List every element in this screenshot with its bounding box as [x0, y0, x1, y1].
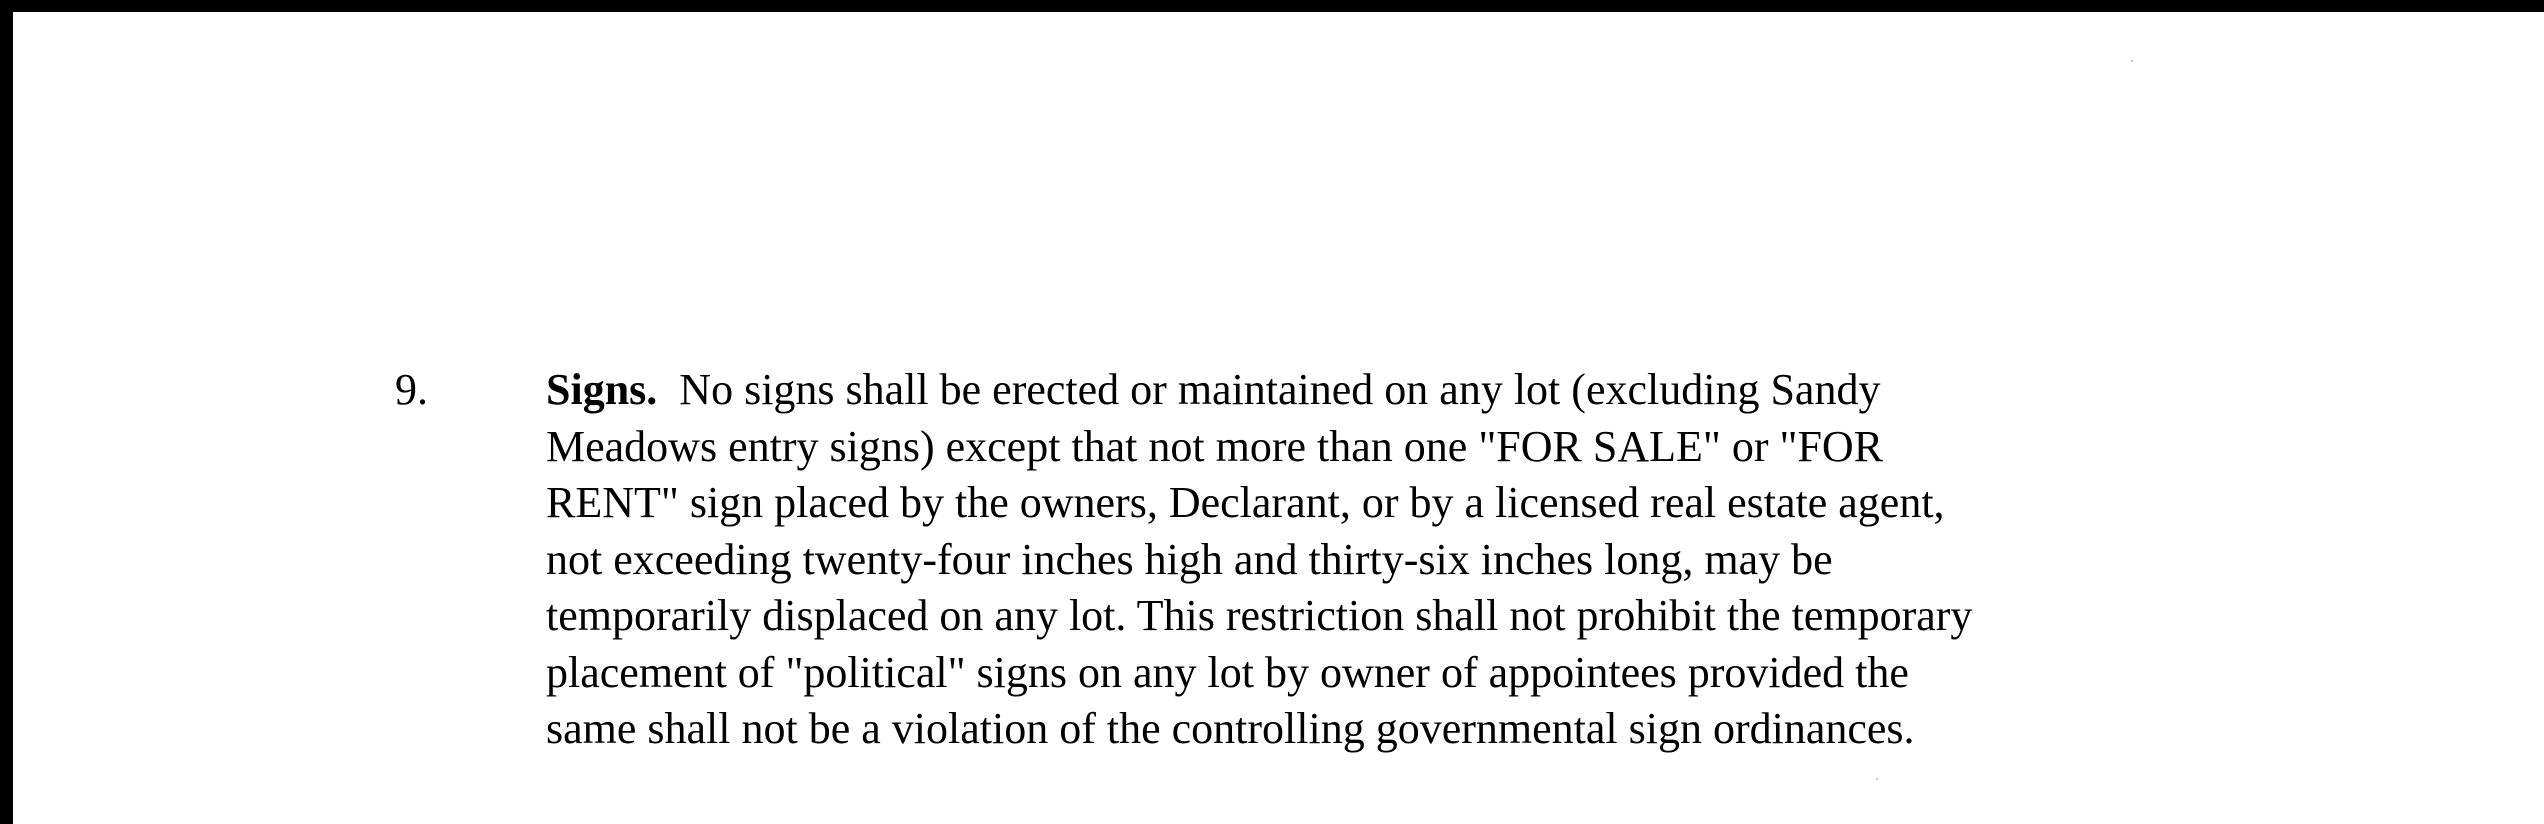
section-line: Meadows entry signs) except that not more than one "FOR SALE" or "FOR	[546, 421, 1884, 471]
section-line: same shall not be a violation of the controlling governmental sign ordinances.	[546, 704, 1915, 753]
section-heading: Signs.	[546, 365, 658, 414]
section-number: 9.	[395, 365, 428, 414]
section-body	[546, 362, 2296, 758]
section-line: placement of "political" signs on any lot by owner of appointees provided the	[546, 647, 1909, 697]
scan-border-top	[0, 0, 2544, 12]
section-line: not exceeding twenty-four inches high and thirty-six inches long, may be	[546, 534, 1833, 584]
scan-speck	[2131, 60, 2133, 62]
section-line	[546, 362, 2296, 419]
section-line: temporarily displaced on any lot. This restriction shall not prohibit the temporary	[546, 591, 1973, 640]
section-line: RENT" sign placed by the owners, Declarant, or by a licensed real estate agent,	[546, 478, 1945, 527]
scan-border-left	[0, 0, 13, 824]
scan-speck	[1876, 778, 1878, 780]
section-line-text: No signs shall be erected or maintained on any lot (excluding Sandy	[679, 365, 1881, 414]
